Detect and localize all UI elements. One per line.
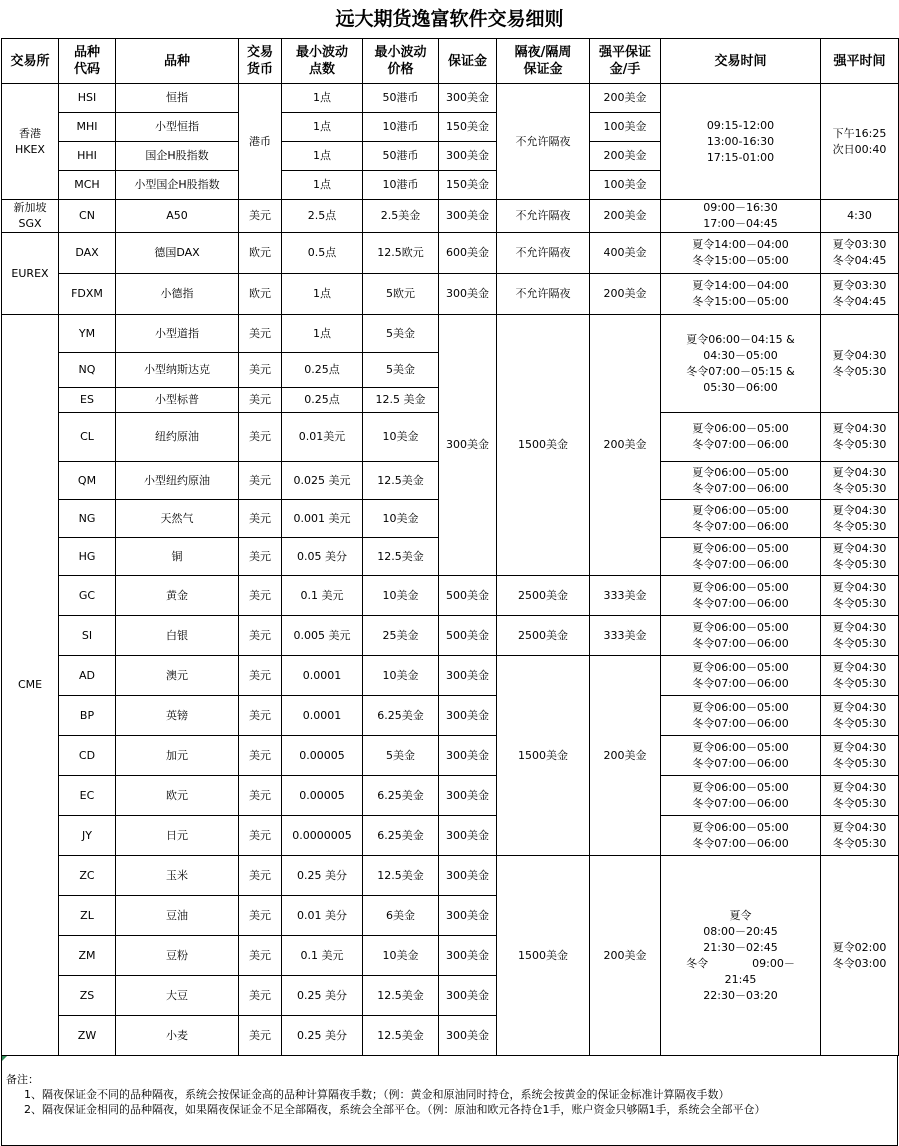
header-forced-margin: 强平保证 金/手 [590, 39, 661, 84]
header-trading-hours: 交易时间 [661, 39, 821, 84]
forced-margin-cell: 100美金 [590, 171, 661, 200]
forced-margin-cell: 200美金 [590, 142, 661, 171]
tick-cell: 0.001 美元 [282, 500, 363, 538]
currency-cell: 美元 [239, 736, 282, 776]
exchange-cell: 新加坡 SGX [2, 200, 59, 233]
trading-hours-cell: 夏令14:00－04:00 冬令15:00－05:00 [661, 274, 821, 315]
product-cell: 小麦 [116, 1016, 239, 1056]
product-cell: 国企H股指数 [116, 142, 239, 171]
forced-margin-cell: 200美金 [590, 84, 661, 113]
product-cell: 天然气 [116, 500, 239, 538]
table-row [2, 616, 899, 656]
tick-value-cell: 12.5美金 [363, 976, 439, 1016]
margin-cell: 300美金 [439, 315, 497, 576]
code-cell: AD [59, 656, 116, 696]
overnight-margin-cell: 2500美金 [497, 616, 590, 656]
table-row [2, 233, 899, 274]
overnight-margin-cell: 1500美金 [497, 315, 590, 576]
tick-cell: 0.1 美元 [282, 936, 363, 976]
product-cell: 小型恒指 [116, 113, 239, 142]
forced-close-cell: 夏令03:30 冬令04:45 [821, 274, 899, 315]
margin-cell: 150美金 [439, 171, 497, 200]
forced-close-cell: 夏令02:00 冬令03:00 [821, 856, 899, 1056]
exchange-cell: CME [2, 315, 59, 1056]
forced-close-cell: 4:30 [821, 200, 899, 233]
currency-cell: 美元 [239, 696, 282, 736]
tick-cell: 0.0001 [282, 656, 363, 696]
overnight-margin-cell: 不允许隔夜 [497, 233, 590, 274]
tick-value-cell: 12.5欧元 [363, 233, 439, 274]
header-margin: 保证金 [439, 39, 497, 84]
trading-hours-cell: 夏令06:00－05:00 冬令07:00－06:00 [661, 776, 821, 816]
forced-margin-cell: 200美金 [590, 856, 661, 1056]
product-cell: 恒指 [116, 84, 239, 113]
table-row [2, 576, 899, 616]
trading-hours-cell: 夏令06:00－05:00 冬令07:00－06:00 [661, 656, 821, 696]
trading-hours-cell: 09:15-12:00 13:00-16:30 17:15-01:00 [661, 84, 821, 200]
tick-cell: 0.05 美分 [282, 538, 363, 576]
product-cell: 豆粉 [116, 936, 239, 976]
notes-label: 备注： [6, 1073, 39, 1086]
table-row [2, 776, 899, 816]
forced-margin-cell: 333美金 [590, 576, 661, 616]
overnight-margin-cell: 不允许隔夜 [497, 200, 590, 233]
overnight-margin-cell: 不允许隔夜 [497, 84, 590, 200]
currency-cell: 美元 [239, 315, 282, 353]
tick-value-cell: 5欧元 [363, 274, 439, 315]
trading-hours-cell: 夏令06:00－05:00 冬令07:00－06:00 [661, 696, 821, 736]
exchange-cell: 香港 HKEX [2, 84, 59, 200]
trading-hours-cell: 夏令06:00－05:00 冬令07:00－06:00 [661, 538, 821, 576]
product-cell: 白银 [116, 616, 239, 656]
margin-cell: 150美金 [439, 113, 497, 142]
tick-value-cell: 12.5美金 [363, 1016, 439, 1056]
forced-margin-cell: 400美金 [590, 233, 661, 274]
tick-cell: 0.25点 [282, 353, 363, 388]
currency-cell: 欧元 [239, 274, 282, 315]
currency-cell: 美元 [239, 353, 282, 388]
trading-hours-cell: 夏令06:00－05:00 冬令07:00－06:00 [661, 413, 821, 462]
forced-close-cell: 夏令04:30 冬令05:30 [821, 616, 899, 656]
forced-close-cell: 夏令04:30 冬令05:30 [821, 696, 899, 736]
trading-hours-cell: 夏令06:00－05:00 冬令07:00－06:00 [661, 500, 821, 538]
header-currency: 交易 货币 [239, 39, 282, 84]
trading-hours-cell: 夏令06:00－05:00 冬令07:00－06:00 [661, 576, 821, 616]
margin-cell: 300美金 [439, 84, 497, 113]
forced-close-cell: 夏令04:30 冬令05:30 [821, 776, 899, 816]
tick-value-cell: 12.5 美金 [363, 388, 439, 413]
tick-cell: 1点 [282, 171, 363, 200]
product-cell: 欧元 [116, 776, 239, 816]
forced-margin-cell: 200美金 [590, 274, 661, 315]
product-cell: 小德指 [116, 274, 239, 315]
code-cell: NG [59, 500, 116, 538]
forced-close-cell: 下午16:25 次日00:40 [821, 84, 899, 200]
margin-cell: 300美金 [439, 736, 497, 776]
trading-hours-cell: 夏令06:00－05:00 冬令07:00－06:00 [661, 616, 821, 656]
tick-cell: 0.005 美元 [282, 616, 363, 656]
tick-cell: 1点 [282, 274, 363, 315]
code-cell: JY [59, 816, 116, 856]
tick-value-cell: 10港币 [363, 171, 439, 200]
forced-close-cell: 夏令03:30 冬令04:45 [821, 233, 899, 274]
trading-hours-cell: 夏令 08:00－20:45 21:30－02:45 冬令 09:00－ 21:45 22:30－03:20 [661, 856, 821, 1056]
overnight-margin-cell: 2500美金 [497, 576, 590, 616]
tick-value-cell: 12.5美金 [363, 856, 439, 896]
tick-cell: 0.25 美分 [282, 1016, 363, 1056]
tick-value-cell: 12.5美金 [363, 538, 439, 576]
tick-cell: 1点 [282, 142, 363, 171]
forced-close-cell: 夏令04:30 冬令05:30 [821, 462, 899, 500]
tick-value-cell: 25美金 [363, 616, 439, 656]
notes-section [1, 1056, 898, 1146]
code-cell: CL [59, 413, 116, 462]
code-cell: NQ [59, 353, 116, 388]
code-cell: BP [59, 696, 116, 736]
currency-cell: 美元 [239, 500, 282, 538]
product-cell: 玉米 [116, 856, 239, 896]
code-cell: ZS [59, 976, 116, 1016]
tick-value-cell: 5美金 [363, 353, 439, 388]
table-row [2, 200, 899, 233]
header-forced-close-time: 强平时间 [821, 39, 899, 84]
margin-cell: 600美金 [439, 233, 497, 274]
product-cell: 小型纳斯达克 [116, 353, 239, 388]
tick-cell: 0.1 美元 [282, 576, 363, 616]
tick-value-cell: 12.5美金 [363, 462, 439, 500]
tick-value-cell: 10美金 [363, 576, 439, 616]
margin-cell: 500美金 [439, 576, 497, 616]
product-cell: 澳元 [116, 656, 239, 696]
tick-cell: 0.00005 [282, 776, 363, 816]
currency-cell: 美元 [239, 856, 282, 896]
table-row [2, 736, 899, 776]
forced-margin-cell: 333美金 [590, 616, 661, 656]
currency-cell: 美元 [239, 576, 282, 616]
currency-cell: 美元 [239, 413, 282, 462]
tick-cell: 0.01 美分 [282, 896, 363, 936]
trading-hours-cell: 夏令06:00－04:15 & 04:30－05:00 冬令07:00－05:15 & 05:30－06:00 [661, 315, 821, 413]
margin-cell: 500美金 [439, 616, 497, 656]
forced-close-cell: 夏令04:30 冬令05:30 [821, 413, 899, 462]
margin-cell: 300美金 [439, 200, 497, 233]
table-row [2, 274, 899, 315]
margin-cell: 300美金 [439, 896, 497, 936]
tick-value-cell: 10美金 [363, 413, 439, 462]
overnight-margin-cell: 1500美金 [497, 856, 590, 1056]
code-cell: YM [59, 315, 116, 353]
code-cell: MHI [59, 113, 116, 142]
tick-cell: 0.01美元 [282, 413, 363, 462]
tick-value-cell: 6.25美金 [363, 776, 439, 816]
tick-value-cell: 10美金 [363, 500, 439, 538]
product-cell: 加元 [116, 736, 239, 776]
tick-cell: 0.0000005 [282, 816, 363, 856]
currency-cell: 美元 [239, 200, 282, 233]
currency-cell: 美元 [239, 462, 282, 500]
tick-value-cell: 10美金 [363, 936, 439, 976]
forced-close-cell: 夏令04:30 冬令05:30 [821, 500, 899, 538]
code-cell: FDXM [59, 274, 116, 315]
code-cell: SI [59, 616, 116, 656]
forced-margin-cell: 200美金 [590, 656, 661, 856]
tick-cell: 1点 [282, 84, 363, 113]
tick-value-cell: 6美金 [363, 896, 439, 936]
tick-cell: 0.5点 [282, 233, 363, 274]
code-cell: ZW [59, 1016, 116, 1056]
tick-value-cell: 50港币 [363, 84, 439, 113]
code-cell: ES [59, 388, 116, 413]
product-cell: 小型国企H股指数 [116, 171, 239, 200]
table-row [2, 315, 899, 353]
note-item: 1、隔夜保证金不同的品种隔夜，系统会按保证金高的品种计算隔夜手数；（例：黄金和原油同时持仓，系统会按黄金的保证金标准计算隔夜手数） [24, 1088, 730, 1101]
product-cell: 小型标普 [116, 388, 239, 413]
code-cell: QM [59, 462, 116, 500]
tick-value-cell: 5美金 [363, 315, 439, 353]
currency-cell: 港币 [239, 84, 282, 200]
currency-cell: 美元 [239, 776, 282, 816]
currency-cell: 美元 [239, 388, 282, 413]
note-item: 2、隔夜保证金相同的品种隔夜，如果隔夜保证金不足全部隔夜，系统会全部平仓。（例：原油和欧元各持仓1手，账户资金只够隔1手，系统会全部平仓） [24, 1103, 766, 1116]
tick-cell: 1点 [282, 113, 363, 142]
header-overnight-margin: 隔夜/隔周 保证金 [497, 39, 590, 84]
product-cell: 大豆 [116, 976, 239, 1016]
forced-close-cell: 夏令04:30 冬令05:30 [821, 656, 899, 696]
code-cell: MCH [59, 171, 116, 200]
code-cell: HHI [59, 142, 116, 171]
tick-value-cell: 10美金 [363, 656, 439, 696]
tick-cell: 0.25 美分 [282, 976, 363, 1016]
overnight-margin-cell: 不允许隔夜 [497, 274, 590, 315]
tick-cell: 0.25 美分 [282, 856, 363, 896]
currency-cell: 美元 [239, 656, 282, 696]
code-cell: ZC [59, 856, 116, 896]
margin-cell: 300美金 [439, 976, 497, 1016]
margin-cell: 300美金 [439, 936, 497, 976]
code-cell: HSI [59, 84, 116, 113]
product-cell: 英镑 [116, 696, 239, 736]
table-row [2, 816, 899, 856]
currency-cell: 欧元 [239, 233, 282, 274]
table-row [2, 856, 899, 896]
header-exchange: 交易所 [2, 39, 59, 84]
margin-cell: 300美金 [439, 1016, 497, 1056]
tick-cell: 2.5点 [282, 200, 363, 233]
tick-value-cell: 6.25美金 [363, 816, 439, 856]
forced-close-cell: 夏令04:30 冬令05:30 [821, 816, 899, 856]
overnight-margin-cell: 1500美金 [497, 656, 590, 856]
product-cell: 黄金 [116, 576, 239, 616]
margin-cell: 300美金 [439, 816, 497, 856]
cell-marker-icon [2, 1056, 7, 1061]
tick-value-cell: 50港币 [363, 142, 439, 171]
currency-cell: 美元 [239, 1016, 282, 1056]
currency-cell: 美元 [239, 816, 282, 856]
code-cell: GC [59, 576, 116, 616]
tick-cell: 0.0001 [282, 696, 363, 736]
code-cell: DAX [59, 233, 116, 274]
exchange-cell: EUREX [2, 233, 59, 315]
currency-cell: 美元 [239, 896, 282, 936]
product-cell: 小型道指 [116, 315, 239, 353]
margin-cell: 300美金 [439, 856, 497, 896]
margin-cell: 300美金 [439, 696, 497, 736]
tick-value-cell: 6.25美金 [363, 696, 439, 736]
trading-hours-cell: 09:00－16:30 17:00－04:45 [661, 200, 821, 233]
product-cell: 豆油 [116, 896, 239, 936]
table-row [2, 696, 899, 736]
trading-hours-cell: 夏令14:00－04:00 冬令15:00－05:00 [661, 233, 821, 274]
code-cell: ZL [59, 896, 116, 936]
currency-cell: 美元 [239, 936, 282, 976]
forced-close-cell: 夏令04:30 冬令05:30 [821, 315, 899, 413]
tick-value-cell: 10港币 [363, 113, 439, 142]
margin-cell: 300美金 [439, 656, 497, 696]
trading-hours-cell: 夏令06:00－05:00 冬令07:00－06:00 [661, 816, 821, 856]
margin-cell: 300美金 [439, 776, 497, 816]
table-row [2, 656, 899, 696]
product-cell: 日元 [116, 816, 239, 856]
header-code: 品种 代码 [59, 39, 116, 84]
forced-close-cell: 夏令04:30 冬令05:30 [821, 736, 899, 776]
header-min-tick: 最小波动 点数 [282, 39, 363, 84]
product-cell: A50 [116, 200, 239, 233]
trading-hours-cell: 夏令06:00－05:00 冬令07:00－06:00 [661, 462, 821, 500]
forced-margin-cell: 200美金 [590, 315, 661, 576]
margin-cell: 300美金 [439, 142, 497, 171]
forced-margin-cell: 200美金 [590, 200, 661, 233]
product-cell: 小型纽约原油 [116, 462, 239, 500]
table-row [2, 84, 899, 113]
trading-rules-table [1, 38, 899, 1056]
tick-value-cell: 5美金 [363, 736, 439, 776]
forced-close-cell: 夏令04:30 冬令05:30 [821, 538, 899, 576]
forced-close-cell: 夏令04:30 冬令05:30 [821, 576, 899, 616]
code-cell: CN [59, 200, 116, 233]
margin-cell: 300美金 [439, 274, 497, 315]
code-cell: HG [59, 538, 116, 576]
currency-cell: 美元 [239, 976, 282, 1016]
tick-cell: 0.025 美元 [282, 462, 363, 500]
product-cell: 纽约原油 [116, 413, 239, 462]
tick-cell: 1点 [282, 315, 363, 353]
code-cell: ZM [59, 936, 116, 976]
code-cell: EC [59, 776, 116, 816]
currency-cell: 美元 [239, 538, 282, 576]
forced-margin-cell: 100美金 [590, 113, 661, 142]
page-title: 远大期货逸富软件交易细则 [335, 8, 564, 30]
product-cell: 铜 [116, 538, 239, 576]
tick-value-cell: 2.5美金 [363, 200, 439, 233]
tick-cell: 0.00005 [282, 736, 363, 776]
trading-hours-cell: 夏令06:00－05:00 冬令07:00－06:00 [661, 736, 821, 776]
header-tick-value: 最小波动 价格 [363, 39, 439, 84]
header-product: 品种 [116, 39, 239, 84]
code-cell: CD [59, 736, 116, 776]
currency-cell: 美元 [239, 616, 282, 656]
product-cell: 德国DAX [116, 233, 239, 274]
tick-cell: 0.25点 [282, 388, 363, 413]
